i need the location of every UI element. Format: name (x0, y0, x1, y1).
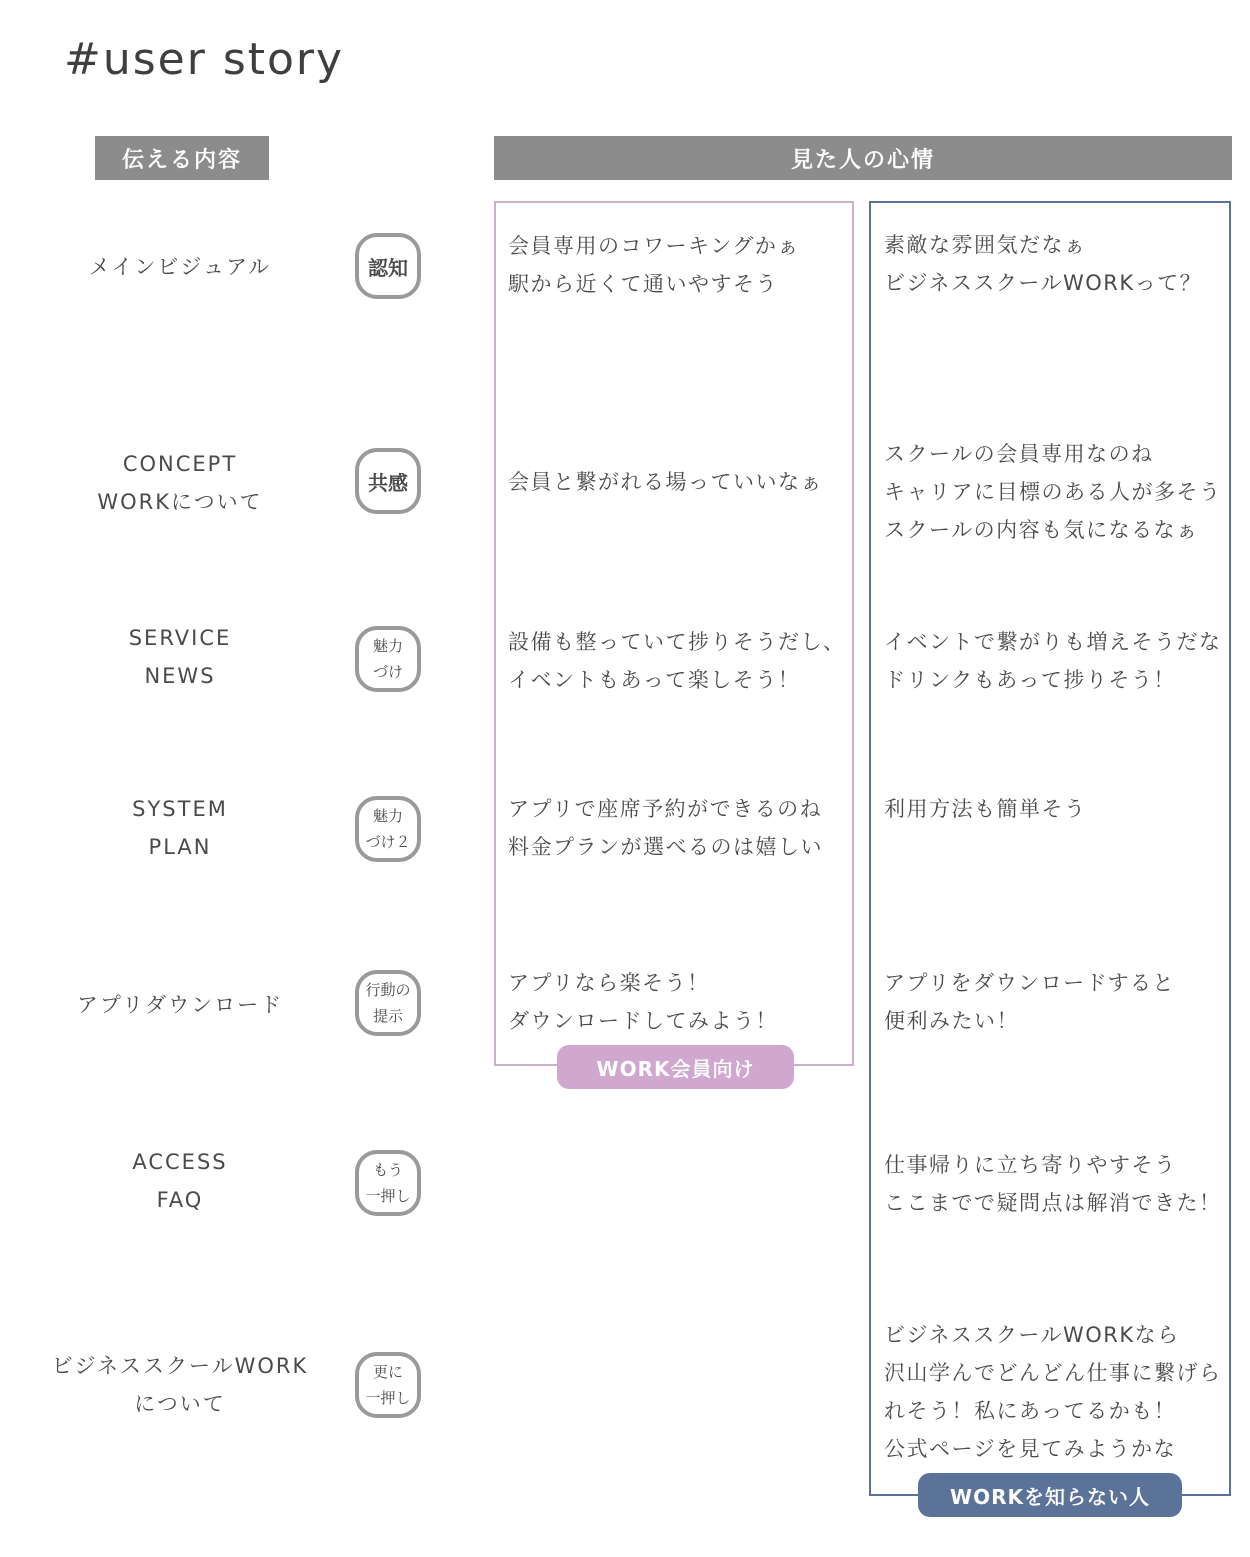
content-label: SERVICE NEWS (128, 626, 232, 688)
stage-label-line2: づけ２ (365, 833, 411, 851)
content-label: ACCESS FAQ (132, 1150, 228, 1212)
member-feeling: アプリで座席予約ができるのね 料金プランが選べるのは嬉しい (508, 797, 823, 859)
stranger-feeling: ビジネススクールWORKなら 沢山学んでどんどん仕事に繋げら れそう！私にあってるかも！ 公式ページを見てみようかな (884, 1323, 1222, 1461)
stage-badge (355, 1150, 421, 1216)
member-feeling: 設備も整っていて捗りそうだし、 イベントもあって楽しそう！ (508, 630, 846, 692)
stage-label-line1: 行動の (365, 981, 411, 999)
member-feeling: 会員専用のコワーキングかぁ 駅から近くて通いやすそう (508, 234, 800, 296)
header-feelings: 見た人の心情 (494, 136, 1232, 180)
stage-label-line2: 提示 (372, 1007, 403, 1025)
content-label: アプリダウンロード (76, 993, 284, 1017)
content-label: CONCEPT WORKについて (97, 452, 263, 514)
stage-label-line1: 更に (372, 1363, 403, 1381)
stage-label-line1: 魅力 (372, 807, 403, 825)
stranger-column-box (869, 201, 1231, 1496)
content-label: メインビジュアル (88, 255, 272, 279)
stage-label-line2: 一押し (365, 1389, 411, 1407)
member-tag: WORK会員向け (557, 1045, 794, 1089)
stage-label-line1: もう (372, 1161, 403, 1179)
stage-badge (355, 626, 421, 692)
member-feeling: アプリなら楽そう！ ダウンロードしてみよう！ (508, 971, 778, 1033)
stranger-feeling: 素敵な雰囲気だなぁ ビジネススクールWORKって？ (884, 233, 1203, 295)
stranger-feeling: スクールの会員専用なのね キャリアに目標のある人が多そう スクールの内容も気になるなぁ (884, 442, 1222, 542)
content-label: ビジネススクールWORK について (51, 1354, 309, 1416)
stage-label-line1: 魅力 (372, 637, 403, 655)
stage-badge (355, 448, 421, 514)
stage-badge (355, 970, 421, 1036)
page-title: #user story (64, 34, 345, 85)
stranger-feeling: イベントで繋がりも増えそうだな ドリンクもあって捗りそう！ (884, 630, 1222, 692)
stage-label: 認知 (368, 255, 408, 280)
stage-badge (355, 233, 421, 299)
stage-label: 共感 (368, 470, 408, 495)
stranger-feeling: アプリをダウンロードすると 便利みたい！ (884, 971, 1176, 1033)
header-content: 伝える内容 (95, 136, 269, 180)
member-feeling: 会員と繋がれる場っていいなぁ (508, 470, 823, 494)
stranger-feeling: 利用方法も簡単そう (884, 797, 1087, 821)
stranger-feeling: 仕事帰りに立ち寄りやすそう ここまでで疑問点は解消できた！ (884, 1153, 1222, 1215)
stage-label-line2: づけ (372, 663, 403, 681)
stage-label-line2: 一押し (365, 1187, 411, 1205)
stage-badge (355, 796, 421, 862)
content-label: SYSTEM PLAN (132, 797, 228, 859)
stranger-tag: WORKを知らない人 (918, 1473, 1182, 1517)
stage-badge (355, 1352, 421, 1418)
